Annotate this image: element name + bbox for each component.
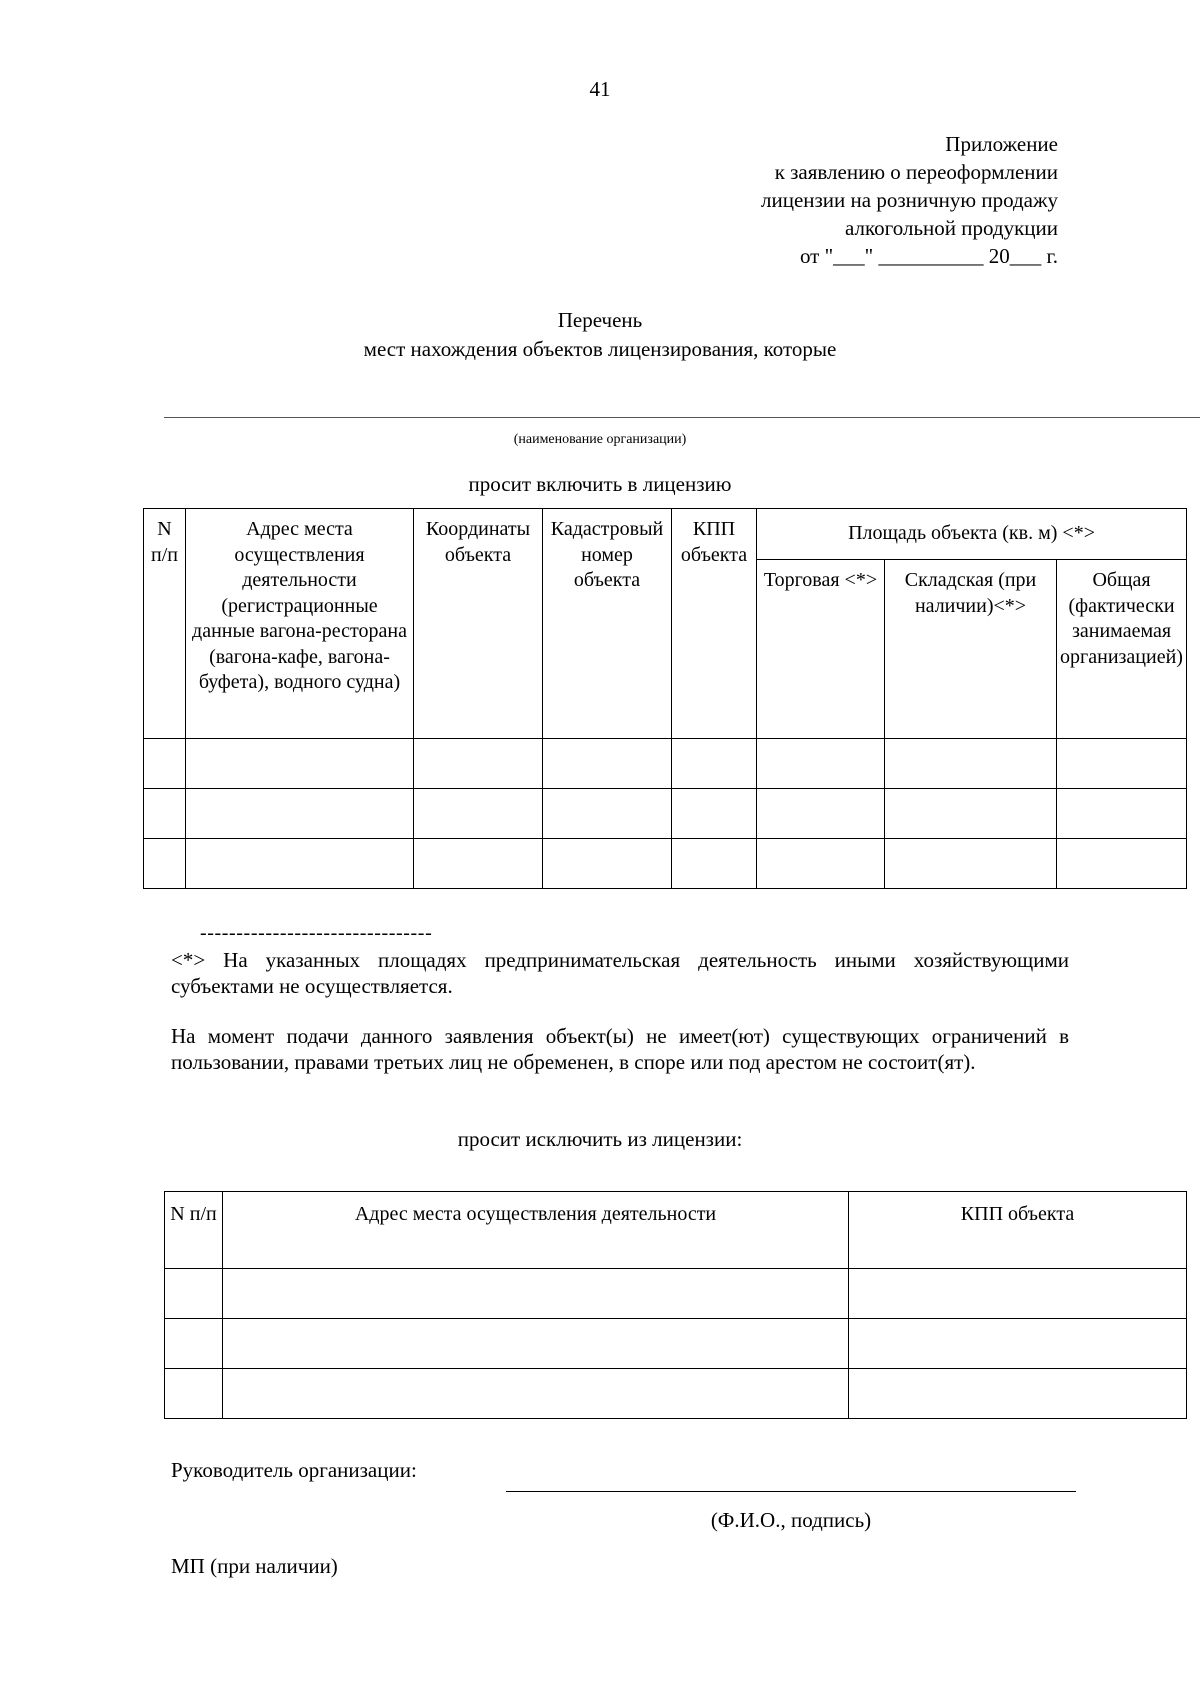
appendix-line: Приложение [945, 132, 1058, 156]
table-cell[interactable] [849, 1319, 1187, 1369]
appendix-line: лицензии на розничную продажу [760, 188, 1058, 212]
table-row [165, 1319, 1187, 1369]
table-cell[interactable] [885, 789, 1057, 839]
page-number: 41 [589, 77, 611, 101]
table-cell[interactable] [414, 739, 543, 789]
table-cell[interactable] [223, 1319, 849, 1369]
table-row [165, 1269, 1187, 1319]
include-objects-table [143, 508, 1187, 889]
table-cell[interactable] [1057, 739, 1187, 789]
header-num: N п/п [144, 509, 186, 739]
table-cell[interactable] [223, 1369, 849, 1419]
header-total-area: Общая (фактически занимаемая организацией) [1057, 560, 1187, 739]
table-cell[interactable] [672, 789, 757, 839]
exclude-objects-table [164, 1191, 1187, 1419]
header-address: Адрес места осуществления деятельности [223, 1192, 849, 1269]
table-row [144, 789, 1187, 839]
include-section-title: просит включить в лицензию [468, 472, 732, 496]
footnote-separator: -------------------------------- [200, 922, 433, 944]
header-area: Площадь объекта (кв. м) <*> [757, 509, 1187, 560]
table-cell[interactable] [144, 739, 186, 789]
appendix-date-line: от "___" __________ 20___ г. [799, 244, 1058, 268]
table-cell[interactable] [885, 839, 1057, 889]
header-storage-area: Складская (при наличии)<*> [885, 560, 1057, 739]
table-cell[interactable] [543, 839, 672, 889]
table-cell[interactable] [672, 739, 757, 789]
table-cell[interactable] [186, 789, 414, 839]
head-of-organization-label: Руководитель организации: [171, 1458, 417, 1482]
document-subtitle: мест нахождения объектов лицензирования, которые [363, 337, 837, 361]
appendix-block [538, 130, 1058, 270]
table-cell[interactable] [672, 839, 757, 889]
header-coordinates: Координаты объекта [414, 509, 543, 739]
appendix-line: к заявлению о переоформлении [774, 160, 1058, 184]
table-row [165, 1369, 1187, 1419]
table-row [144, 839, 1187, 889]
table-cell[interactable] [165, 1369, 223, 1419]
stamp-label: МП (при наличии) [171, 1554, 338, 1578]
table-cell[interactable] [144, 789, 186, 839]
signature-caption: (Ф.И.О., подпись) [710, 1508, 872, 1532]
header-kpp: КПП объекта [849, 1192, 1187, 1269]
header-kpp: КПП объекта [672, 509, 757, 739]
table-cell[interactable] [849, 1269, 1187, 1319]
table-cell[interactable] [144, 839, 186, 889]
organization-name-caption: (наименование организации) [513, 432, 687, 447]
signature-field[interactable] [506, 1491, 1076, 1492]
table-cell[interactable] [414, 839, 543, 889]
table-cell[interactable] [186, 839, 414, 889]
document-title: Перечень [557, 308, 643, 332]
table-cell[interactable] [223, 1269, 849, 1319]
table-cell[interactable] [757, 839, 885, 889]
table-cell[interactable] [757, 789, 885, 839]
header-num: N п/п [165, 1192, 223, 1269]
header-cadastral-number: Кадастровый номер объекта [543, 509, 672, 739]
table-cell[interactable] [186, 739, 414, 789]
table-cell[interactable] [757, 739, 885, 789]
table-cell[interactable] [414, 789, 543, 839]
exclude-section-title: просит исключить из лицензии: [457, 1127, 743, 1151]
table-cell[interactable] [1057, 789, 1187, 839]
table-cell[interactable] [165, 1319, 223, 1369]
header-address: Адрес места осуществления деятельности (регистрационные данные вагона-ресторана (вагона-кафе, вагона-буфета), водного судна) [186, 509, 414, 739]
table-cell[interactable] [849, 1369, 1187, 1419]
table-row [144, 739, 1187, 789]
statement-text: На момент подачи данного заявления объект(ы) не имеет(ют) существующих ограничений в пользовании, правами третьих лиц не обременен, в споре или под арестом не состоит(ят). [171, 1024, 1069, 1074]
organization-name-field[interactable] [164, 417, 1200, 418]
appendix-line: алкогольной продукции [845, 216, 1058, 240]
header-trade-area: Торговая <*> [757, 560, 885, 739]
table-cell[interactable] [885, 739, 1057, 789]
footnote-text: <*> На указанных площадях предпринимательская деятельность иными хозяйствующими субъектами не осуществляется. [171, 948, 1069, 998]
table-cell[interactable] [1057, 839, 1187, 889]
table-cell[interactable] [543, 789, 672, 839]
table-cell[interactable] [165, 1269, 223, 1319]
table-cell[interactable] [543, 739, 672, 789]
